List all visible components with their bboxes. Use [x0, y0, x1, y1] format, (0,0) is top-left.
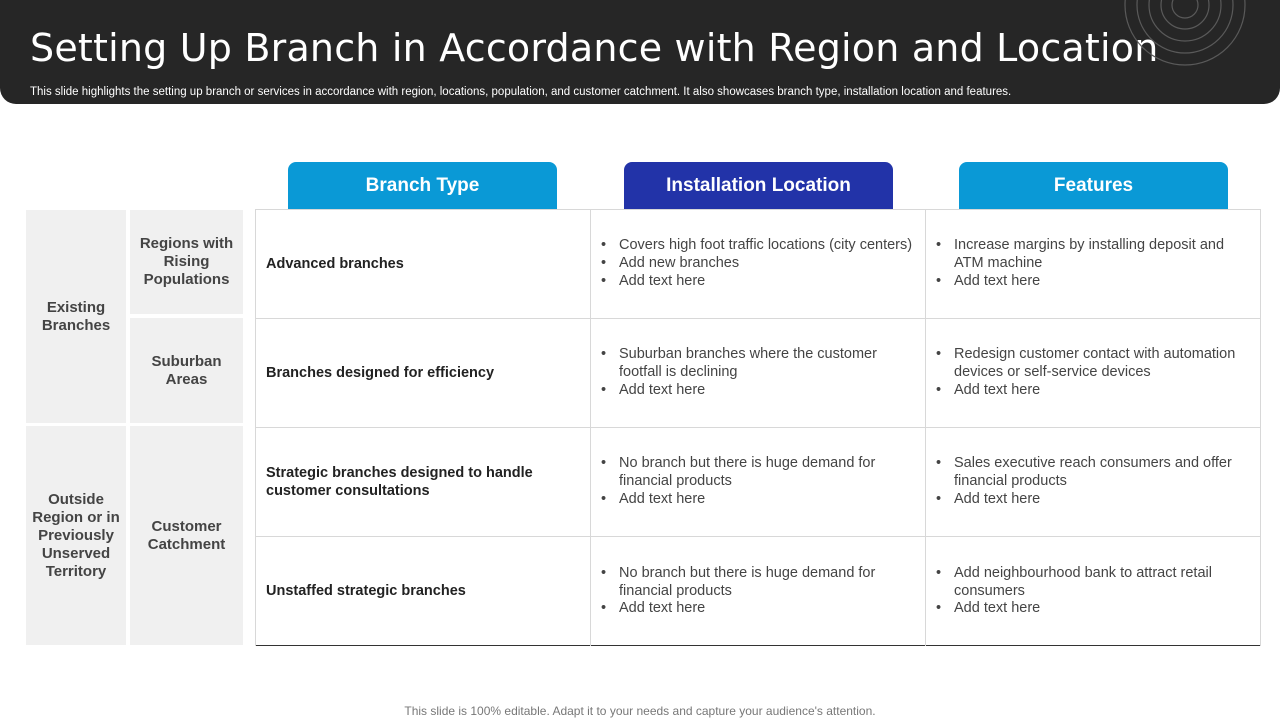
location-cell [590, 428, 925, 536]
list-item: • Add text here [601, 600, 919, 618]
group-existing-branches [26, 210, 126, 423]
location-list [601, 237, 912, 290]
list-item: • Add neighbourhood bank to attract retail consumers [936, 565, 1254, 600]
features-list [936, 455, 1254, 508]
features-cell [925, 319, 1261, 427]
list-item: • Add text here [601, 273, 912, 291]
decorative-circles-icon [1120, 0, 1250, 70]
list-item: • No branch but there is huge demand for financial products [601, 565, 919, 600]
location-cell [590, 537, 925, 646]
list-item: • Add text here [601, 491, 919, 509]
features-cell [925, 537, 1261, 646]
list-item: • Add text here [601, 382, 919, 400]
subgroup-label: Regions with Rising Populations [139, 235, 234, 288]
footer-note: This slide is 100% editable. Adapt it to your needs and capture your audience's attention. [404, 704, 876, 718]
features-list [936, 565, 1254, 618]
list-item: • Add new branches [601, 255, 912, 273]
branch-type-cell: Branches designed for efficiency [255, 319, 590, 427]
location-list [601, 346, 919, 399]
location-cell [590, 319, 925, 427]
subgroup-label: Suburban Areas [151, 352, 222, 388]
group-outside-region [26, 426, 126, 645]
group-label: Outside Region or in Previously Unserved Territory [32, 490, 120, 580]
group-label: Existing Branches [41, 298, 111, 334]
features-cell [925, 210, 1261, 318]
location-cell [590, 210, 925, 318]
list-item: • Suburban branches where the customer footfall is declining [601, 346, 919, 381]
subgroup-rising-populations [130, 210, 243, 314]
list-item: • Add text here [936, 600, 1254, 618]
list-item: • Add text here [936, 382, 1254, 400]
list-item: • Redesign customer contact with automation devices or self-service devices [936, 346, 1254, 381]
features-list [936, 237, 1254, 290]
branch-type-cell: Unstaffed strategic branches [255, 537, 590, 646]
list-item: • Sales executive reach consumers and offer financial products [936, 455, 1254, 490]
page-title: Setting Up Branch in Accordance with Region and Location [30, 26, 1159, 70]
table-row [255, 537, 1261, 646]
list-item: • Add text here [936, 273, 1254, 291]
table-row [255, 428, 1261, 537]
subgroup-suburban-areas [130, 318, 243, 423]
table-row [255, 210, 1261, 319]
list-item: • Add text here [936, 491, 1254, 509]
location-list [601, 565, 919, 618]
branch-type-cell: Strategic branches designed to handle customer consultations [255, 428, 590, 536]
column-header-installation-location: Installation Location [624, 162, 893, 210]
list-item: • Increase margins by installing deposit and ATM machine [936, 237, 1254, 272]
column-header-features: Features [959, 162, 1228, 210]
subgroup-customer-catchment [130, 426, 243, 645]
table-row [255, 319, 1261, 428]
page-subtitle: This slide highlights the setting up branch or services in accordance with region, locations, population, and customer catchment. It also showcases branch type, installation location and features. [30, 86, 1012, 98]
features-cell [925, 428, 1261, 536]
subgroup-label: Customer Catchment [147, 517, 226, 553]
column-header-branch-type: Branch Type [288, 162, 557, 210]
branch-table [255, 209, 1261, 646]
branch-type-cell: Advanced branches [255, 210, 590, 318]
features-list [936, 346, 1254, 399]
list-item: • No branch but there is huge demand for financial products [601, 455, 919, 490]
list-item: • Covers high foot traffic locations (city centers) [601, 237, 912, 255]
header-bar [0, 0, 1280, 104]
location-list [601, 455, 919, 508]
